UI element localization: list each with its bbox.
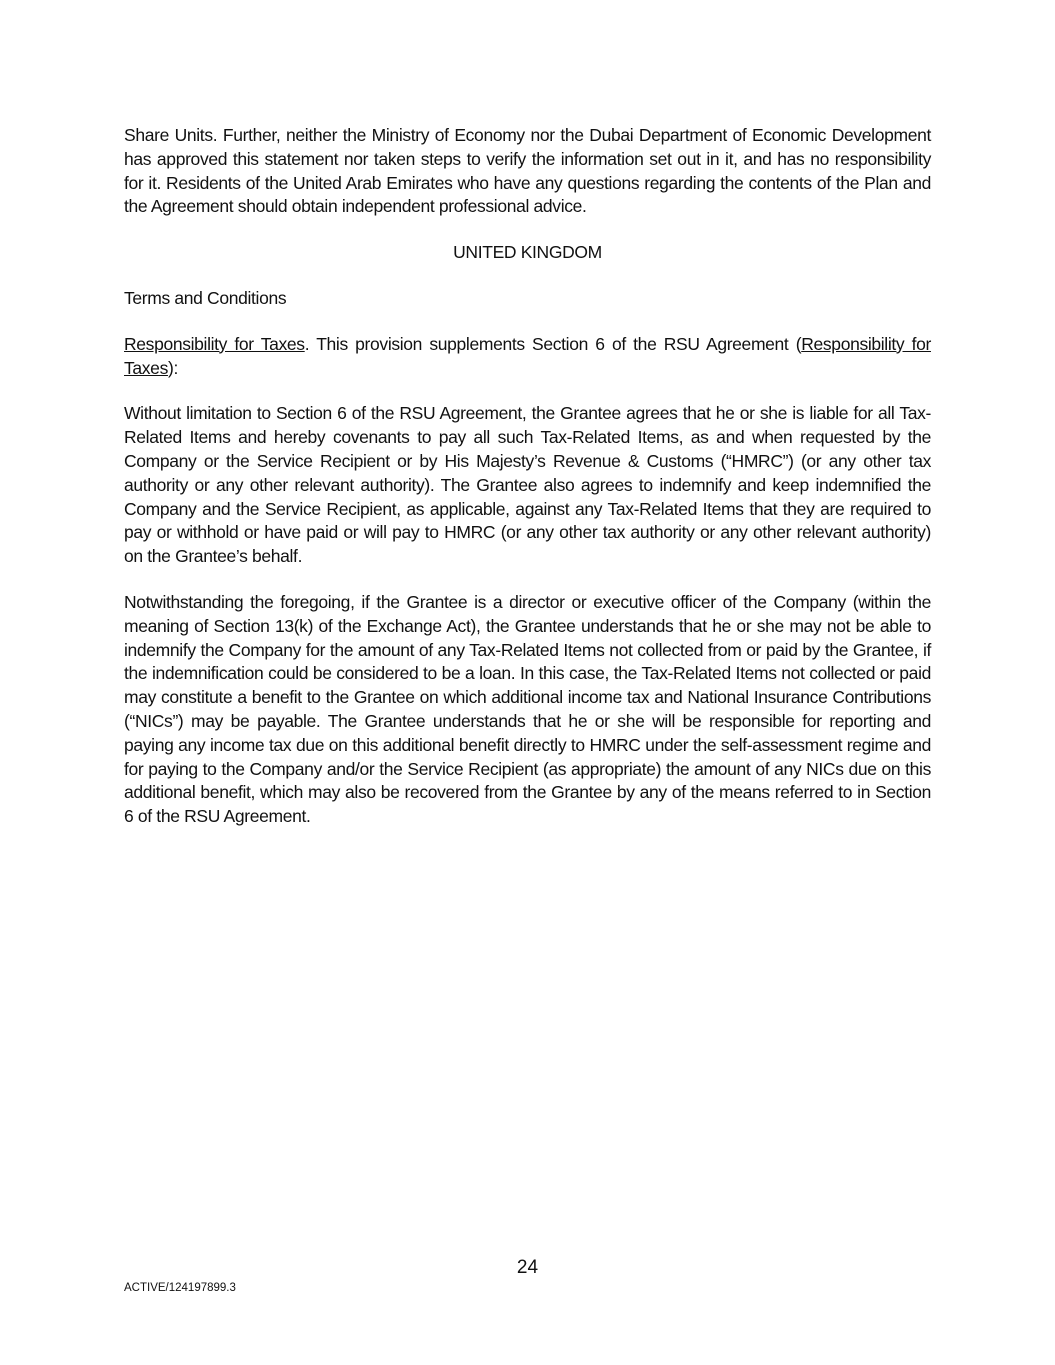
paragraph-without-limitation: Without limitation to Section 6 of the RSU Agreement, the Grantee agrees that he or she is liable for all Tax-Related Items and hereby covenants to pay all such Tax-Related Items, as and when requested by the Company or the Service Recipient or by His Majesty’s Revenue & Customs (“HMRC”) (or any other tax authority or any other relevant authority). The Grantee also agrees to indemnify and keep indemnified the Company and the Service Recipient, as applicable, against any Tax-Related Items that they are required to pay or withhold or have paid or will pay to HMRC (or any other tax authority or any other relevant authority) on the Grantee’s behalf. — [124, 403, 931, 567]
responsibility-text-end: ): — [167, 357, 178, 378]
paragraph-continuation: Share Units. Further, neither the Ministry of Economy nor the Dubai Department of Economic Development has approved this statement nor taken steps to verify the information set out in it, and has no responsibility for it. Residents of the United Arab Emirates who have any questions regarding the contents of the Plan and the Agreement should obtain independent professional advice. — [124, 125, 931, 217]
document-body — [124, 124, 931, 829]
section-title: Terms and Conditions — [124, 287, 287, 308]
country-heading: UNITED KINGDOM — [453, 242, 602, 263]
paragraph-notwithstanding: Notwithstanding the foregoing, if the Grantee is a director or executive officer of the Company (within the meaning of Section 13(k) of the Exchange Act), the Grantee understands that he or she may not be able to indemnify the Company for the amount of any Tax-Related Items not collected from or paid by the Grantee, if the indemnification could be considered to be a loan. In this case, the Tax-Related Items not collected or paid may constitute a benefit to the Grantee on which additional income tax and National Insurance Contributions (“NICs”) may be payable. The Grantee understands that he or she will be responsible for reporting and paying any income tax due on this additional benefit directly to HMRC under the self-assessment regime and for paying to the Company and/or the Service Recipient (as appropriate) the amount of any NICs due on this additional benefit, which may also be recovered from the Grantee by any of the means referred to in Section 6 of the RSU Agreement. — [124, 591, 931, 827]
responsibility-label-ref: Responsibility for Taxes — [124, 333, 931, 378]
page-number: 24 — [516, 1257, 539, 1278]
responsibility-paragraph — [124, 333, 931, 381]
responsibility-label: Responsibility for Taxes — [124, 333, 305, 354]
responsibility-text: . This provision supplements Section 6 of the RSU Agreement ( — [304, 333, 802, 354]
document-id: ACTIVE/124197899.3 — [124, 1282, 236, 1294]
